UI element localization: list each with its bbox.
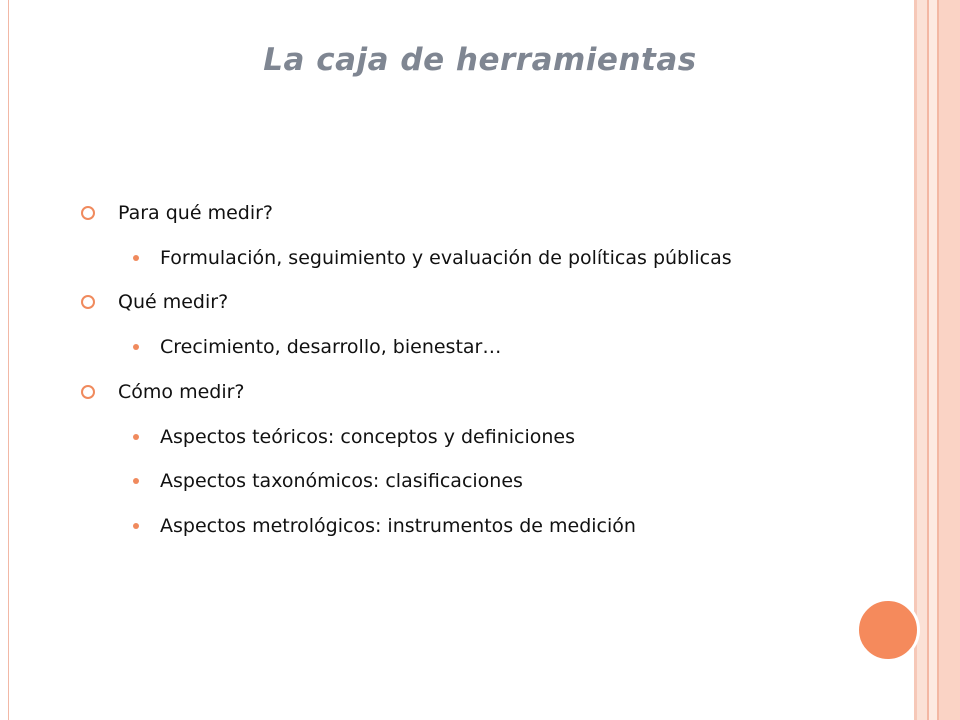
dot-bullet-icon xyxy=(133,478,139,484)
list-item-text: Aspectos metrológicos: instrumentos de medición xyxy=(160,515,636,537)
slide-title: La caja de herramientas xyxy=(263,42,697,78)
list-item-text: Aspectos taxonómicos: clasificaciones xyxy=(160,470,523,492)
list-item-text: Cómo medir? xyxy=(118,381,245,403)
list-item-text: Crecimiento, desarrollo, bienestar… xyxy=(160,336,502,358)
list-item-text: Qué medir? xyxy=(118,291,229,313)
list-item-text: Aspectos teóricos: conceptos y definiciones xyxy=(160,426,575,448)
dot-bullet-icon xyxy=(133,523,139,529)
dot-bullet-icon xyxy=(133,434,139,440)
circle-bullet-icon xyxy=(81,295,95,309)
circle-bullet-icon xyxy=(81,206,95,220)
list-item-text: Para qué medir? xyxy=(118,202,274,224)
dot-bullet-icon xyxy=(133,255,139,261)
dot-bullet-icon xyxy=(133,344,139,350)
list-item-text: Formulación, seguimiento y evaluación de políticas públicas xyxy=(160,247,732,269)
decorative-side-stripes xyxy=(912,0,960,720)
circle-bullet-icon xyxy=(81,385,95,399)
